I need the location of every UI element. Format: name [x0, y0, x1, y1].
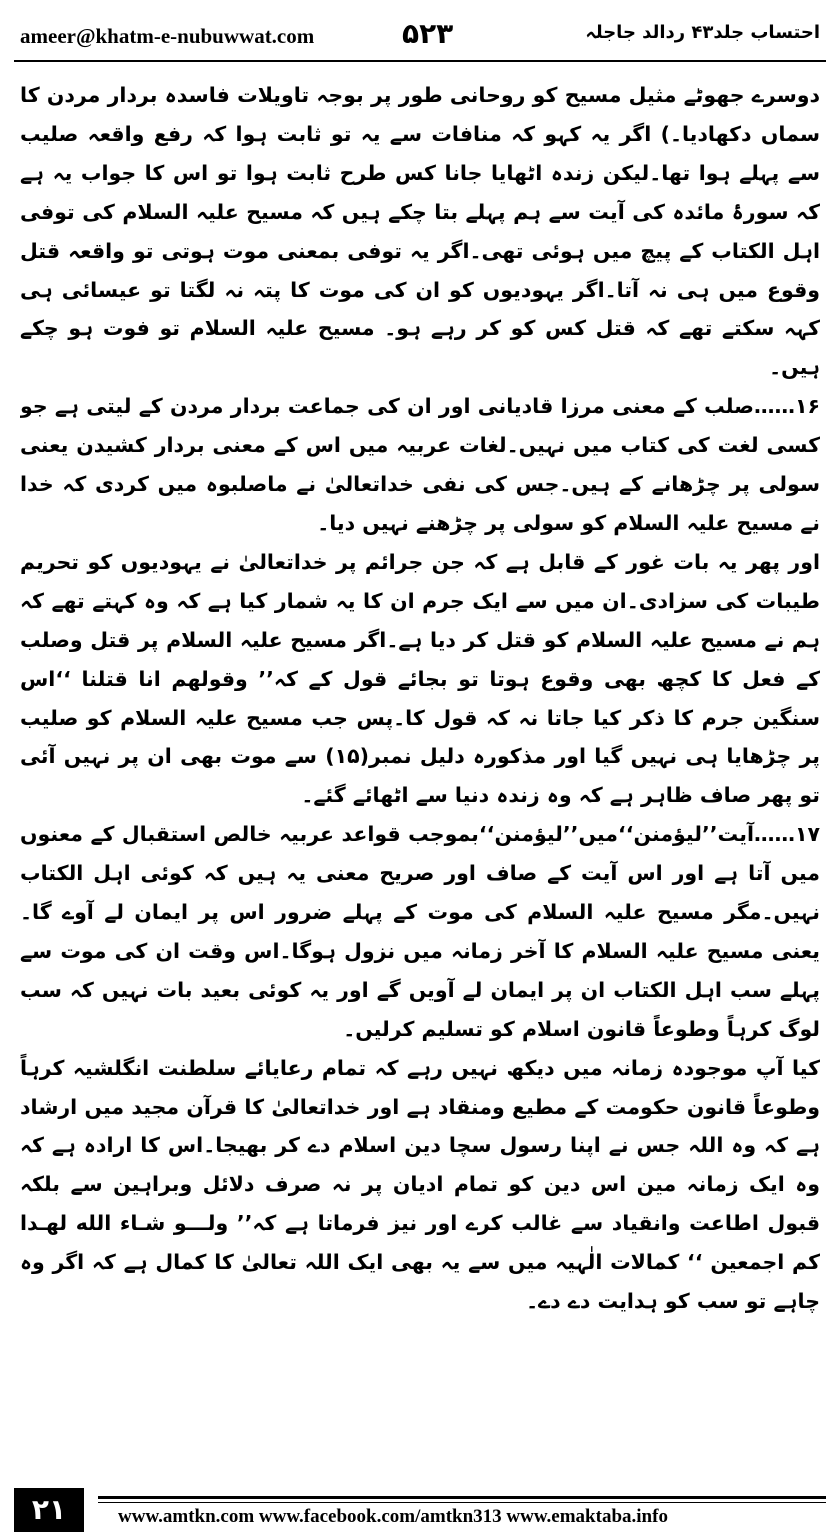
header-email[interactable]: ameer@khatm-e-nubuwwat.com — [20, 24, 315, 48]
paragraph-17-text: آیت’’لیؤمنن‘‘میں’’لیؤمنن‘‘بموجب قواعد عربیہ خالص استقبال کے معنوں میں آتا ہے اور اس آیت کے صاف اور صریح معنی یہ ہیں کہ کوئی اہل الکتاب نہیں۔مگر مسیح علیہ السلام کی موت کے پہلے ضرور اس پر ایمان لے آوے گا۔یعنی مسیح علیہ السلام کا آخر زمانہ میں نزول ہوگا۔اس وقت ان کی موت سے پہلے سب اہل الکتاب ان پر ایمان لے آویں گے اور یہ کوئی بعید بات نہیں کہ سب لوگ کرہاً وطوعاً قانون اسلام کو تسلیم کرلیں۔ — [20, 822, 820, 1041]
paragraph-17 — [20, 815, 820, 1048]
paragraph-5: کیا آپ موجودہ زمانہ میں دیکھ نہیں رہے کہ تمام رعایائے سلطنت انگلشیہ کرہاً وطوعاً قانون حکومت کے مطیع ومنقاد ہے اور خداتعالیٰ کا قرآن مجید میں ارشاد ہے کہ وہ اللہ جس نے اپنا رسول سچا دین اسلام دے کر بھیجا۔اس کا ارادہ ہے کہ وہ ایک زمانہ مین اس دین کو تمام ادیان پر نہ صرف دلائل وبراہین سے بلکہ قبول اطاعت وانقیاد سے غالب کرے اور نیز فرماتا ہے کہ’’ ولـــو شـاء الله لهـدا كم اجمعين ‘‘ کمالات الٰہیہ میں سے یہ بھی ایک اللہ تعالیٰ کا کمال ہے کہ اگر وہ چاہے تو سب کو ہدایت دے دے۔ — [20, 1055, 820, 1314]
footer-divider-thin — [98, 1502, 826, 1503]
main-text — [20, 76, 820, 1476]
footer-divider-thick — [98, 1496, 826, 1499]
header-title: احتساب جلد۴۳ ردالد جاجلہ — [585, 22, 820, 43]
footer-urls[interactable]: www.amtkn.com www.facebook.com/amtkn313 www.emaktaba.info — [118, 1506, 668, 1527]
paragraph-3: اور پھر یہ بات غور کے قابل ہے کہ جن جرائم پر خداتعالیٰ نے یہودیوں کو تحریم طیبات کی سزادی۔ان میں سے ایک جرم ان کا یہ شمار کیا ہے کہ وہ کہتے تھے کہ ہم نے مسیح علیہ السلام کو قتل کر دیا ہے۔اگر مسیح علیہ السلام پر قتل وصلب کے فعل کا کچھ بھی وقوع ہوتا تو بجائے قول کے کہ’’ وقولهم انا قتلنا ‘‘اس سنگین جرم کا ذکر کیا جاتا نہ کہ قول کا۔پس جب مسیح علیہ السلام کو صلیب پر چڑھایا ہی نہیں گیا اور مذکورہ دلیل نمبر(۱۵) سے موت بھی ان پر نہیں آئی تو پھر صاف ظاہر ہے کہ وہ زندہ دنیا سے اٹھائے گئے۔ — [20, 549, 820, 808]
header-divider — [14, 60, 826, 62]
paragraph-16 — [20, 387, 820, 543]
paragraph-16-text: صلب کے معنی مرزا قادیانی اور ان کی جماعت بردار مردن کے لیتی ہے جو کسی لغت کی کتاب میں نہیں۔لغات عربیہ میں اس کے معنی بردار کشیدن یعنی سولی پر چڑھانے کے ہیں۔جس کی نفی خداتعالیٰ نے ماصلبوہ میں کردی کہ خدا نے مسیح علیہ السلام کو سولی پر چڑھنے نہیں دیا۔ — [20, 394, 820, 535]
footer-page-number: ۲۱ — [14, 1488, 84, 1532]
section-number-17: ۱۷…… — [753, 822, 820, 847]
page-header — [14, 16, 826, 58]
page-footer — [14, 1488, 826, 1532]
header-page-number: ۵۲۳ — [402, 17, 454, 50]
section-number-16: ۱۶…… — [753, 394, 820, 419]
paragraph-1: دوسرے جھوٹے مثیل مسیح کو روحانی طور پر بوجہ تاویلات فاسدہ بردار مردن کا سماں دکھادیا۔) اگر یہ کہو کہ منافات سے یہ تو ثابت ہوا کہ رفع واقعہ صلیب سے پہلے ہوا تھا۔لیکن زندہ اٹھایا جانا کس طرح ثابت ہوا تو اس کا جواب یہ ہے کہ سورۂ مائدہ کی آیت سے ہم پہلے بتا چکے ہیں کہ مسیح علیہ السلام کی توفی اہل الکتاب کے پیچ میں ہوئی تھی۔اگر یہ توفی بمعنی موت ہوتی تو واقعہ قتل وقوع میں ہی نہ آتا۔اگر یہودیوں کو ان کی موت کا پتہ نہ لگتا تو عیسائی ہی کہہ سکتے تھے کہ قتل کس کو کر رہے ہو۔ مسیح علیہ السلام تو فوت ہو چکے ہیں۔ — [20, 83, 820, 380]
